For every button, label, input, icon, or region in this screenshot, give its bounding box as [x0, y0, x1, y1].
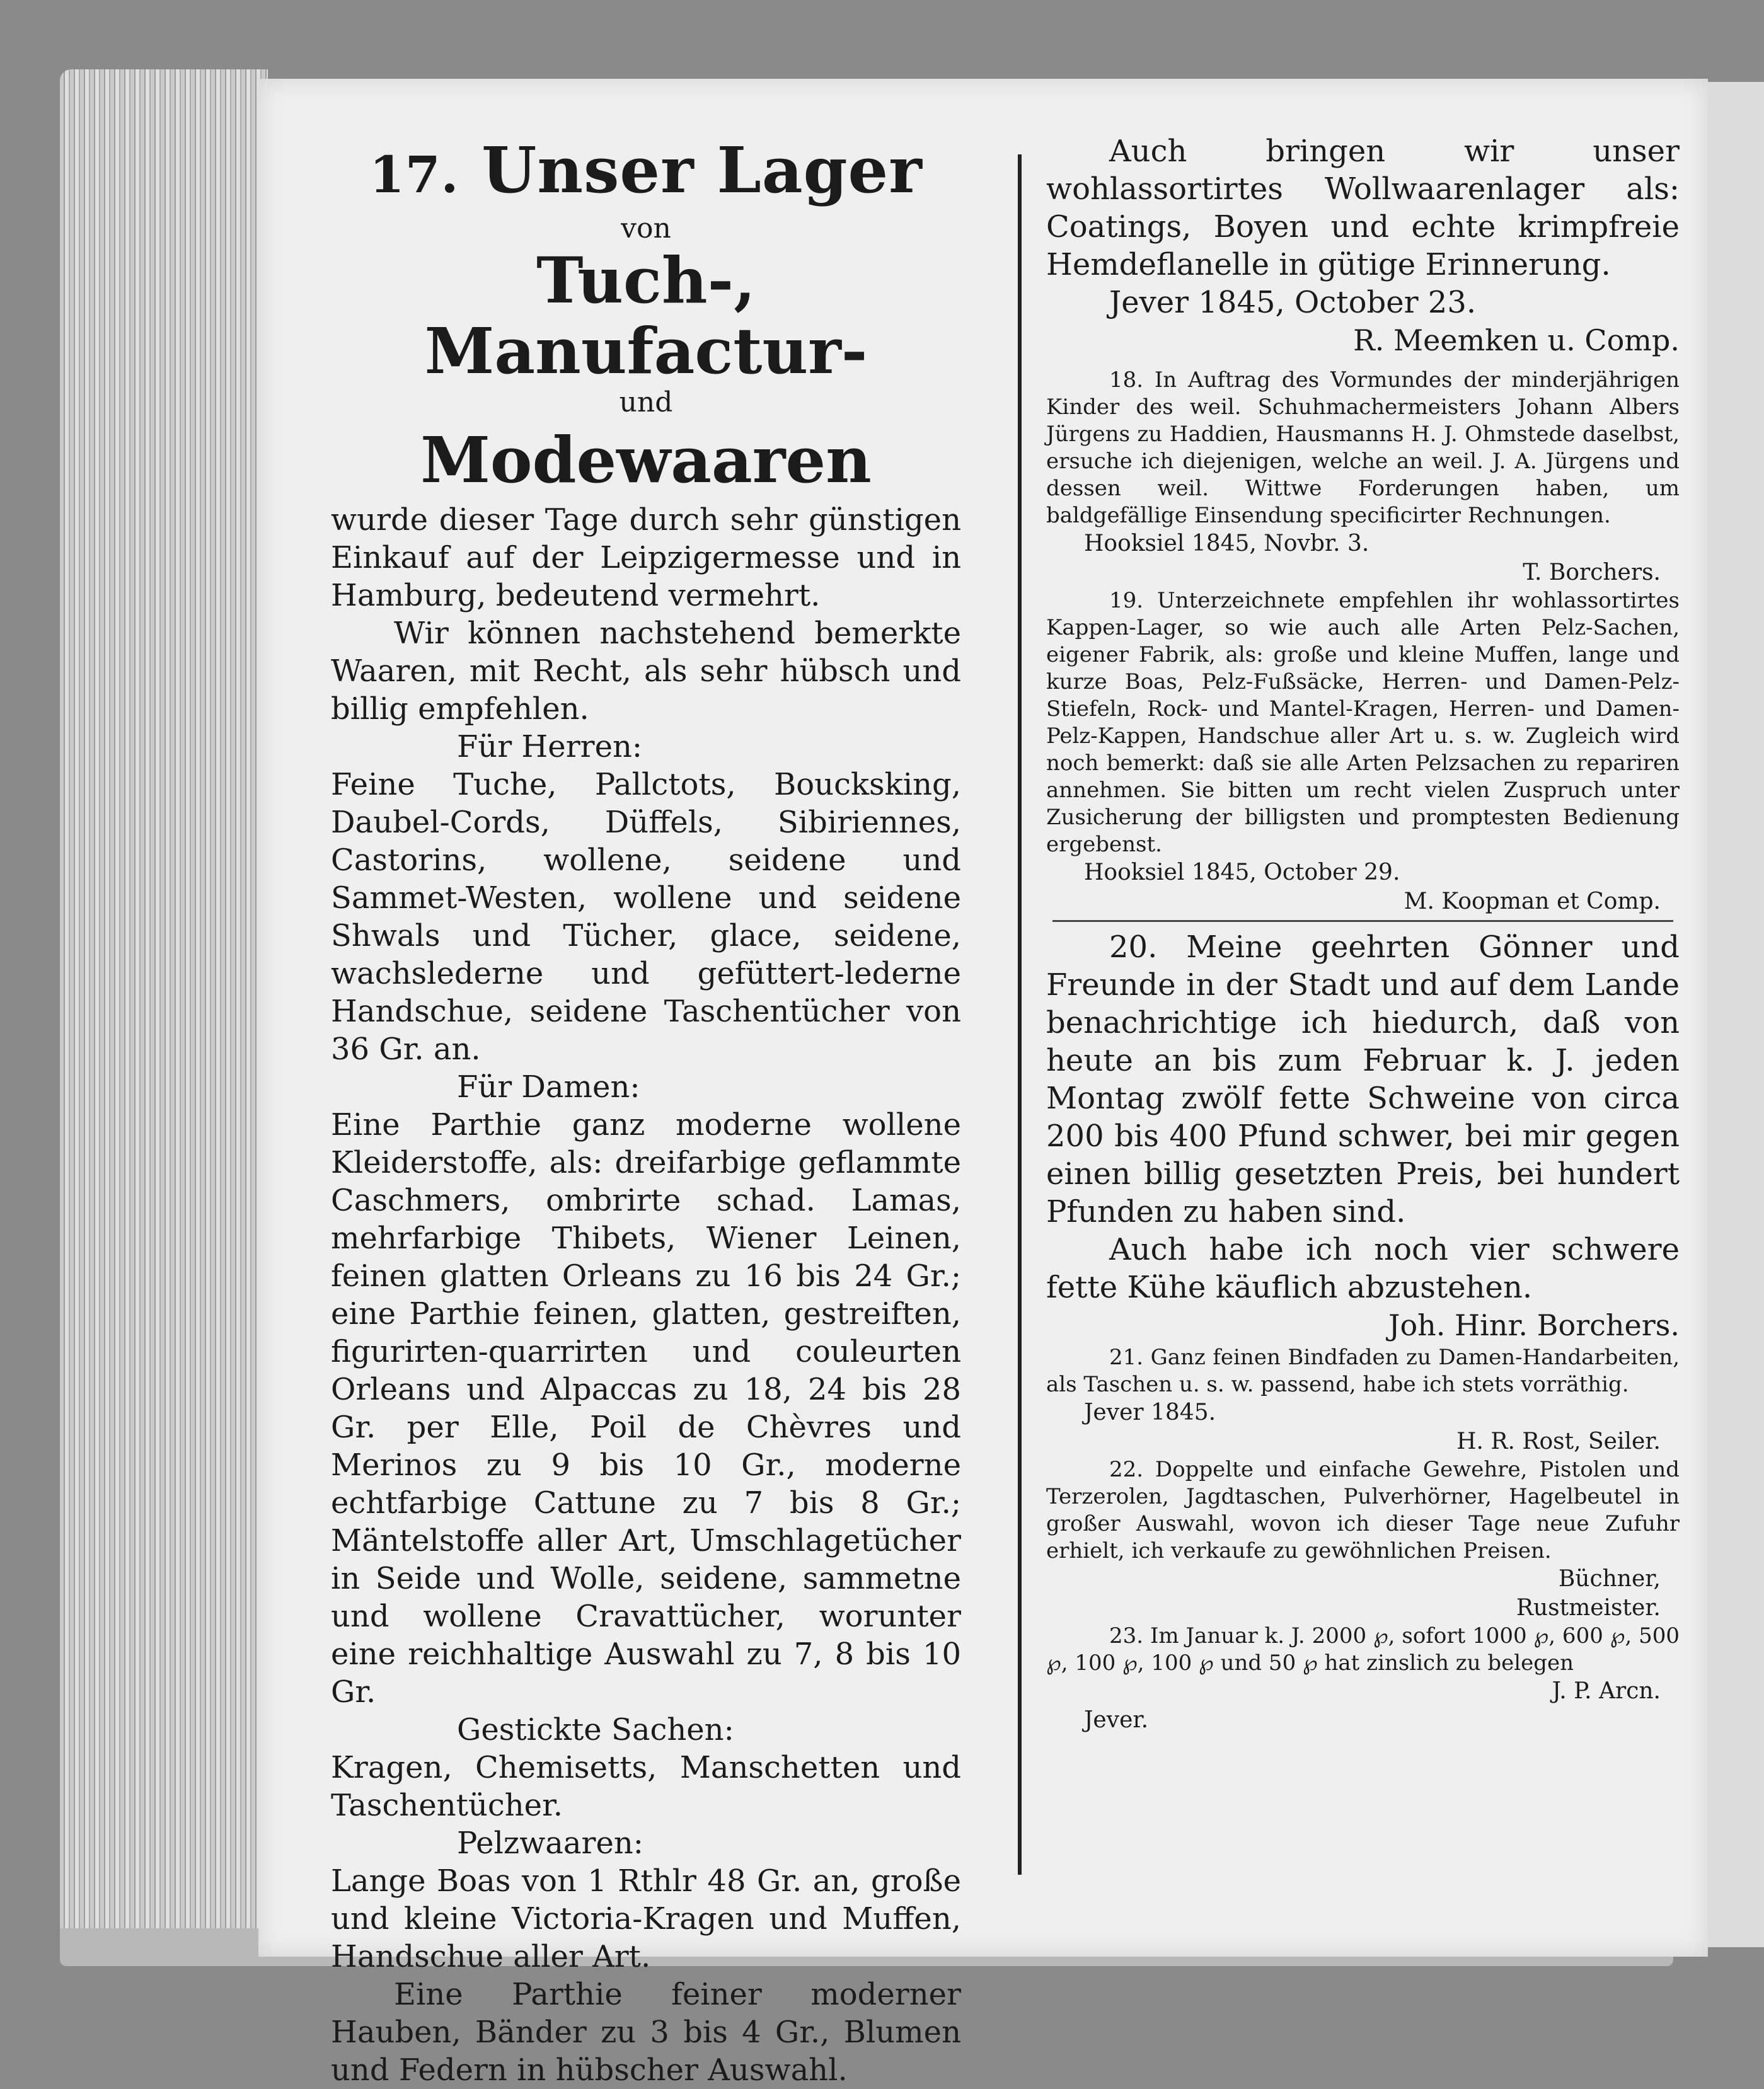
ad17-headline-tuch: Tuch-, Manufactur-	[424, 243, 868, 388]
ad17-damen-heading: Für Damen:	[457, 1069, 640, 1105]
ad23-place: Jever.	[1084, 1707, 1149, 1733]
ad20-signature: Joh. Hinr. Borchers.	[1388, 1308, 1680, 1342]
ad17-date: Jever 1845, October 23.	[1109, 285, 1477, 320]
ad17-pelz-heading: Pelzwaaren:	[457, 1826, 643, 1861]
newspaper-page	[258, 79, 1708, 2088]
ad18-place: Hooksiel 1845, Novbr. 3.	[1084, 531, 1369, 556]
ad22-text: 22. Doppelte und einfache Gewehre, Pistolen und Terzerolen, Jagdtaschen, Pulverhörner, Hagelbeutel in großer Auswahl, wovon ich dieser Tage neue Zufuhr erhielt, ich verkaufe zu gewöhnlichen Preisen.	[1046, 1457, 1680, 1563]
ad17-damen-text: Eine Parthie ganz moderne wollene Kleiderstoffe, als: dreifarbige geflammte Caschmers, ombrirte schad. Lamas, mehrfarbige Thibets, Wiener Leinen, feinen glatten Orleans zu 16 bis 24 Gr.; eine Parthie feinen, glatten, gestreiften, figurirten-quarrirten und couleurten Orleans und Alpaccas zu 18, 24 bis 28 Gr. per Elle, Poil de Chèvres und Merinos zu 9 bis 10 Gr., moderne echtfarbige Cattune zu 7 bis 8 Gr.; Mäntelstoffe aller Art, Umschlagetücher in Seide und Wolle, seidene, sammetne und wollene Cravattücher, worunter eine reichhaltige Auswahl zu 7, 8 bis 10 Gr.	[331, 1107, 961, 1710]
ad17-recommend: Wir können nachstehend bemerkte Waaren, mit Recht, als sehr hübsch und billig empfehlen.	[331, 616, 961, 727]
column-divider	[1018, 154, 1022, 1875]
book-page-edges	[60, 69, 268, 1947]
ad20-text: 20. Meine geehrten Gönner und Freunde in der Stadt und auf dem Lande benachrichtige ich hiedurch, daß von heute an bis zum Februar k. J. jeden Montag zwölf fette Schweine von circa 200 bis 400 Pfund schwer, bei mir gegen einen billig gesetzten Preis, bei hundert Pfunden zu haben sind.	[1046, 929, 1680, 1229]
ad17-gestickte-text: Kragen, Chemisetts, Manschetten und Taschentücher.	[331, 1750, 961, 1823]
ad20-text2: Auch habe ich noch vier schwere fette Kühe käuflich abzustehen.	[1046, 1232, 1680, 1305]
ad17-herren-text: Feine Tuche, Pallctots, Boucksking, Daubel-Cords, Düffels, Sibiriennes, Castorins, wollene, seidene und Sammet-Westen, wollene und seidene Shwals und Tücher, glace, seidene, wachslederne und gefüttert-lederne Handschue, seidene Taschentücher von 36 Gr. an.	[331, 767, 961, 1067]
ad17-pelz-text: Lange Boas von 1 Rthlr 48 Gr. an, große und kleine Victoria-Kragen und Muffen, Handschue aller Art.	[331, 1863, 961, 1974]
ad21-signature: H. R. Rost, Seiler.	[1456, 1429, 1661, 1454]
ad22-signature-name: Büchner,	[1558, 1566, 1661, 1592]
ad17-headline-mode: Modewaaren	[420, 423, 872, 497]
ad19-signature: M. Koopman et Comp.	[1404, 889, 1661, 914]
ad21-place: Jever 1845.	[1084, 1400, 1216, 1425]
ad17-signature: R. Meemken u. Comp.	[1353, 323, 1680, 357]
ad17-gestickte-heading: Gestickte Sachen:	[457, 1712, 734, 1747]
ad17-und: und	[619, 386, 673, 418]
ad19-text: 19. Unterzeichnete empfehlen ihr wohlassortirtes Kappen-Lager, so wie auch alle Arten Pelz-Sachen, eigener Fabrik, als: große und kleine Muffen, lange und kurze Boas, Pelz-Fußsäcke, Herren- und Damen-Pelz-Stiefeln, Rock- und Mantel-Kragen, Herren- und Damen-Pelz-Kappen, Handschue aller Art u. s. w. Zugleich wird noch bemerkt: daß sie alle Arten Pelzsachen zu repariren annehmen. Sie bitten um recht vielen Zuspruch unter Zusicherung der billigsten und promptesten Bedienung ergebenst.	[1046, 588, 1680, 857]
ad18-text: 18. In Auftrag des Vormundes der minderjährigen Kinder des weil. Schuhmachermeisters Johann Albers Jürgens zu Haddien, Hausmanns H. J. Ohmstede daselbst, ersuche ich diejenigen, welche an weil. J. A. Jürgens und dessen weil. Wittwe Forderungen haben, um baldgefällige Einsendung specificirter Rechnungen.	[1046, 367, 1680, 528]
section-rule	[1052, 920, 1673, 922]
ad21-text: 21. Ganz feinen Bindfaden zu Damen-Handarbeiten, als Taschen u. s. w. passend, habe ich stets vorräthig.	[1046, 1345, 1680, 1397]
right-column	[1046, 132, 1680, 1735]
ad17-wollwaaren-text: Auch bringen wir unser wohlassortirtes Wollwaarenlager als: Coatings, Boyen und echte krimpfreie Hemdeflanelle in gütige Erinnerung.	[1046, 134, 1680, 282]
left-column	[331, 132, 961, 2089]
ad18-signature: T. Borchers.	[1523, 560, 1661, 585]
ad19-place: Hooksiel 1845, October 29.	[1084, 860, 1400, 885]
ad17-intro: wurde dieser Tage durch sehr günstigen Einkauf auf der Leipzigermesse und in Hamburg, bedeutend vermehrt.	[331, 502, 961, 613]
ad22-signature-title: Rustmeister.	[1516, 1595, 1661, 1621]
ad17-headline	[331, 132, 961, 212]
ad17-von: von	[621, 212, 671, 245]
ad17-herren-heading: Für Herren:	[457, 729, 643, 764]
ad23-signature: J. P. Arcn.	[1552, 1678, 1661, 1704]
ad17-hauben-text: Eine Parthie feiner moderner Hauben, Bänder zu 3 bis 4 Gr., Blumen und Federn in hübscher Auswahl.	[331, 1977, 961, 2088]
ad17-number: 17.	[369, 145, 459, 204]
ad23-text: 23. Im Januar k. J. 2000 ℘, sofort 1000 ℘, 600 ℘, 500 ℘, 100 ℘, 100 ℘ und 50 ℘ hat zinslich zu belegen	[1046, 1623, 1680, 1676]
ad17-headline-text: Unser Lager	[481, 133, 923, 207]
facing-page-edge	[1705, 82, 1764, 1947]
